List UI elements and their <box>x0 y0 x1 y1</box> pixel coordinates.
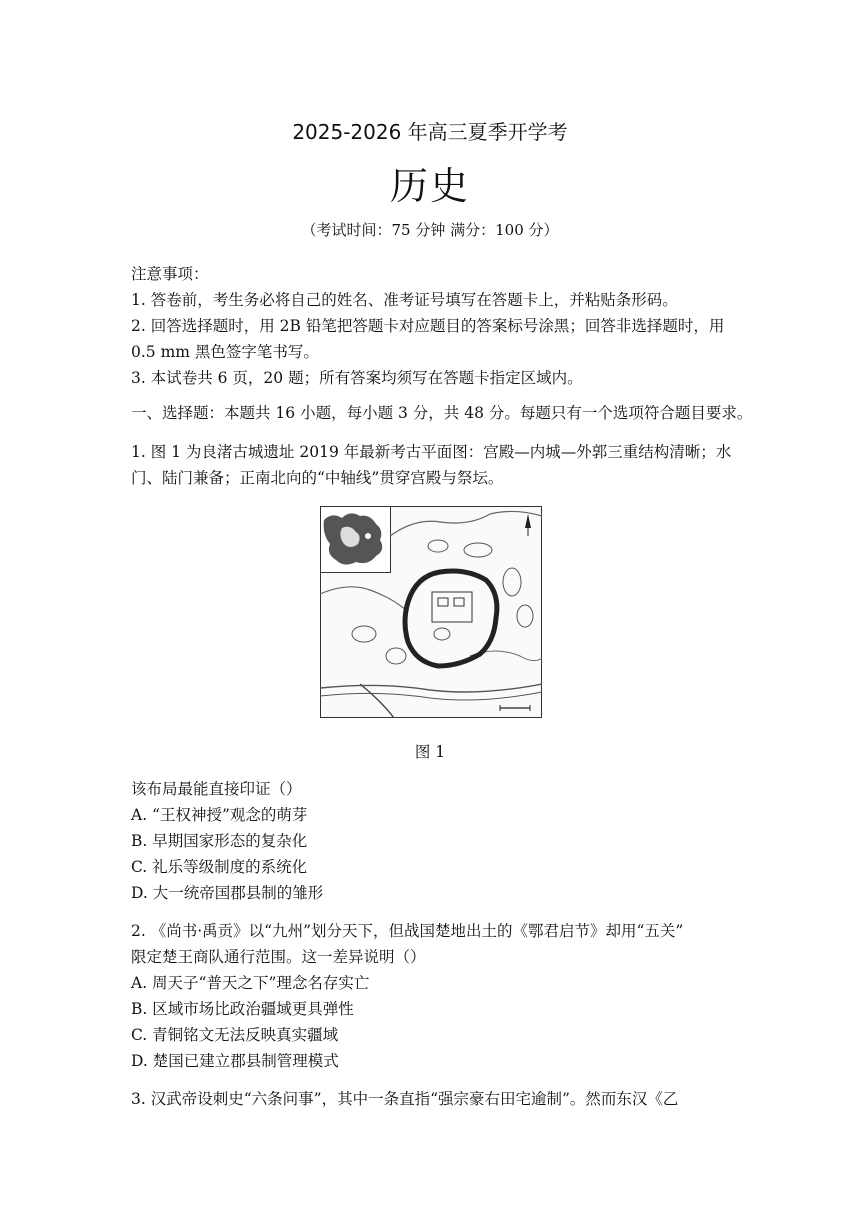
question-2-option-d: D. 楚国已建立郡县制管理模式 <box>131 1052 339 1070</box>
notice-item: 1. 答卷前，考生务必将自己的姓名、准考证号填写在答题卡上，并粘贴条形码。 <box>131 291 678 309</box>
exam-title: 2025-2026 年高三夏季开学考 <box>292 120 568 144</box>
question-1-option-b: B. 早期国家形态的复杂化 <box>131 832 308 850</box>
notice-heading: 注意事项： <box>131 265 209 283</box>
question-1-stem: 1. 图 1 为良渚古城遗址 2019 年最新考古平面图：宫殿—内城—外郭三重结构清晰；水 <box>131 443 732 461</box>
figure-caption: 图 1 <box>414 743 446 761</box>
exam-info: （考试时间：75 分钟 满分：100 分） <box>301 221 559 239</box>
question-2-option-a: A. 周天子“普天之下”理念名存实亡 <box>131 974 370 992</box>
question-2-stem: 2. 《尚书·禹贡》以“九州”划分天下，但战国楚地出土的《鄂君启节》却用“五关” <box>131 922 684 940</box>
liangzhu-site-map <box>320 506 542 718</box>
question-1-option-a: A. “王权神授”观念的萌芽 <box>131 806 308 824</box>
question-3-stem: 3. 汉武帝设刺史“六条问事”，其中一条直指“强宗豪右田宅逾制”。然而东汉《乙 <box>131 1090 679 1108</box>
question-2-stem: 限定楚王商队通行范围。这一差异说明（） <box>131 948 426 966</box>
notice-item: 2. 回答选择题时，用 2B 铅笔把答题卡对应题目的答案标号涂黑；回答非选择题时，用 <box>131 317 725 335</box>
question-2-option-b: B. 区域市场比政治疆域更具弹性 <box>131 1000 354 1018</box>
section-heading: 一、选择题：本题共 16 小题，每小题 3 分，共 48 分。每题只有一个选项符合题目要求。 <box>131 404 753 422</box>
question-1-prompt: 该布局最能直接印证（） <box>131 780 302 798</box>
question-2-option-c: C. 青铜铭文无法反映真实疆域 <box>131 1026 339 1044</box>
question-1-option-c: C. 礼乐等级制度的系统化 <box>131 858 308 876</box>
notice-item: 0.5 mm 黑色签字笔书写。 <box>131 343 319 361</box>
question-1-stem: 门、陆门兼备；正南北向的“中轴线”贯穿宫殿与祭坛。 <box>131 469 504 487</box>
notice-item: 3. 本试卷共 6 页，20 题；所有答案均须写在答题卡指定区域内。 <box>131 369 583 387</box>
map-image <box>320 506 542 718</box>
question-1-option-d: D. 大一统帝国郡县制的雏形 <box>131 884 324 902</box>
subject-title: 历史 <box>389 164 470 208</box>
